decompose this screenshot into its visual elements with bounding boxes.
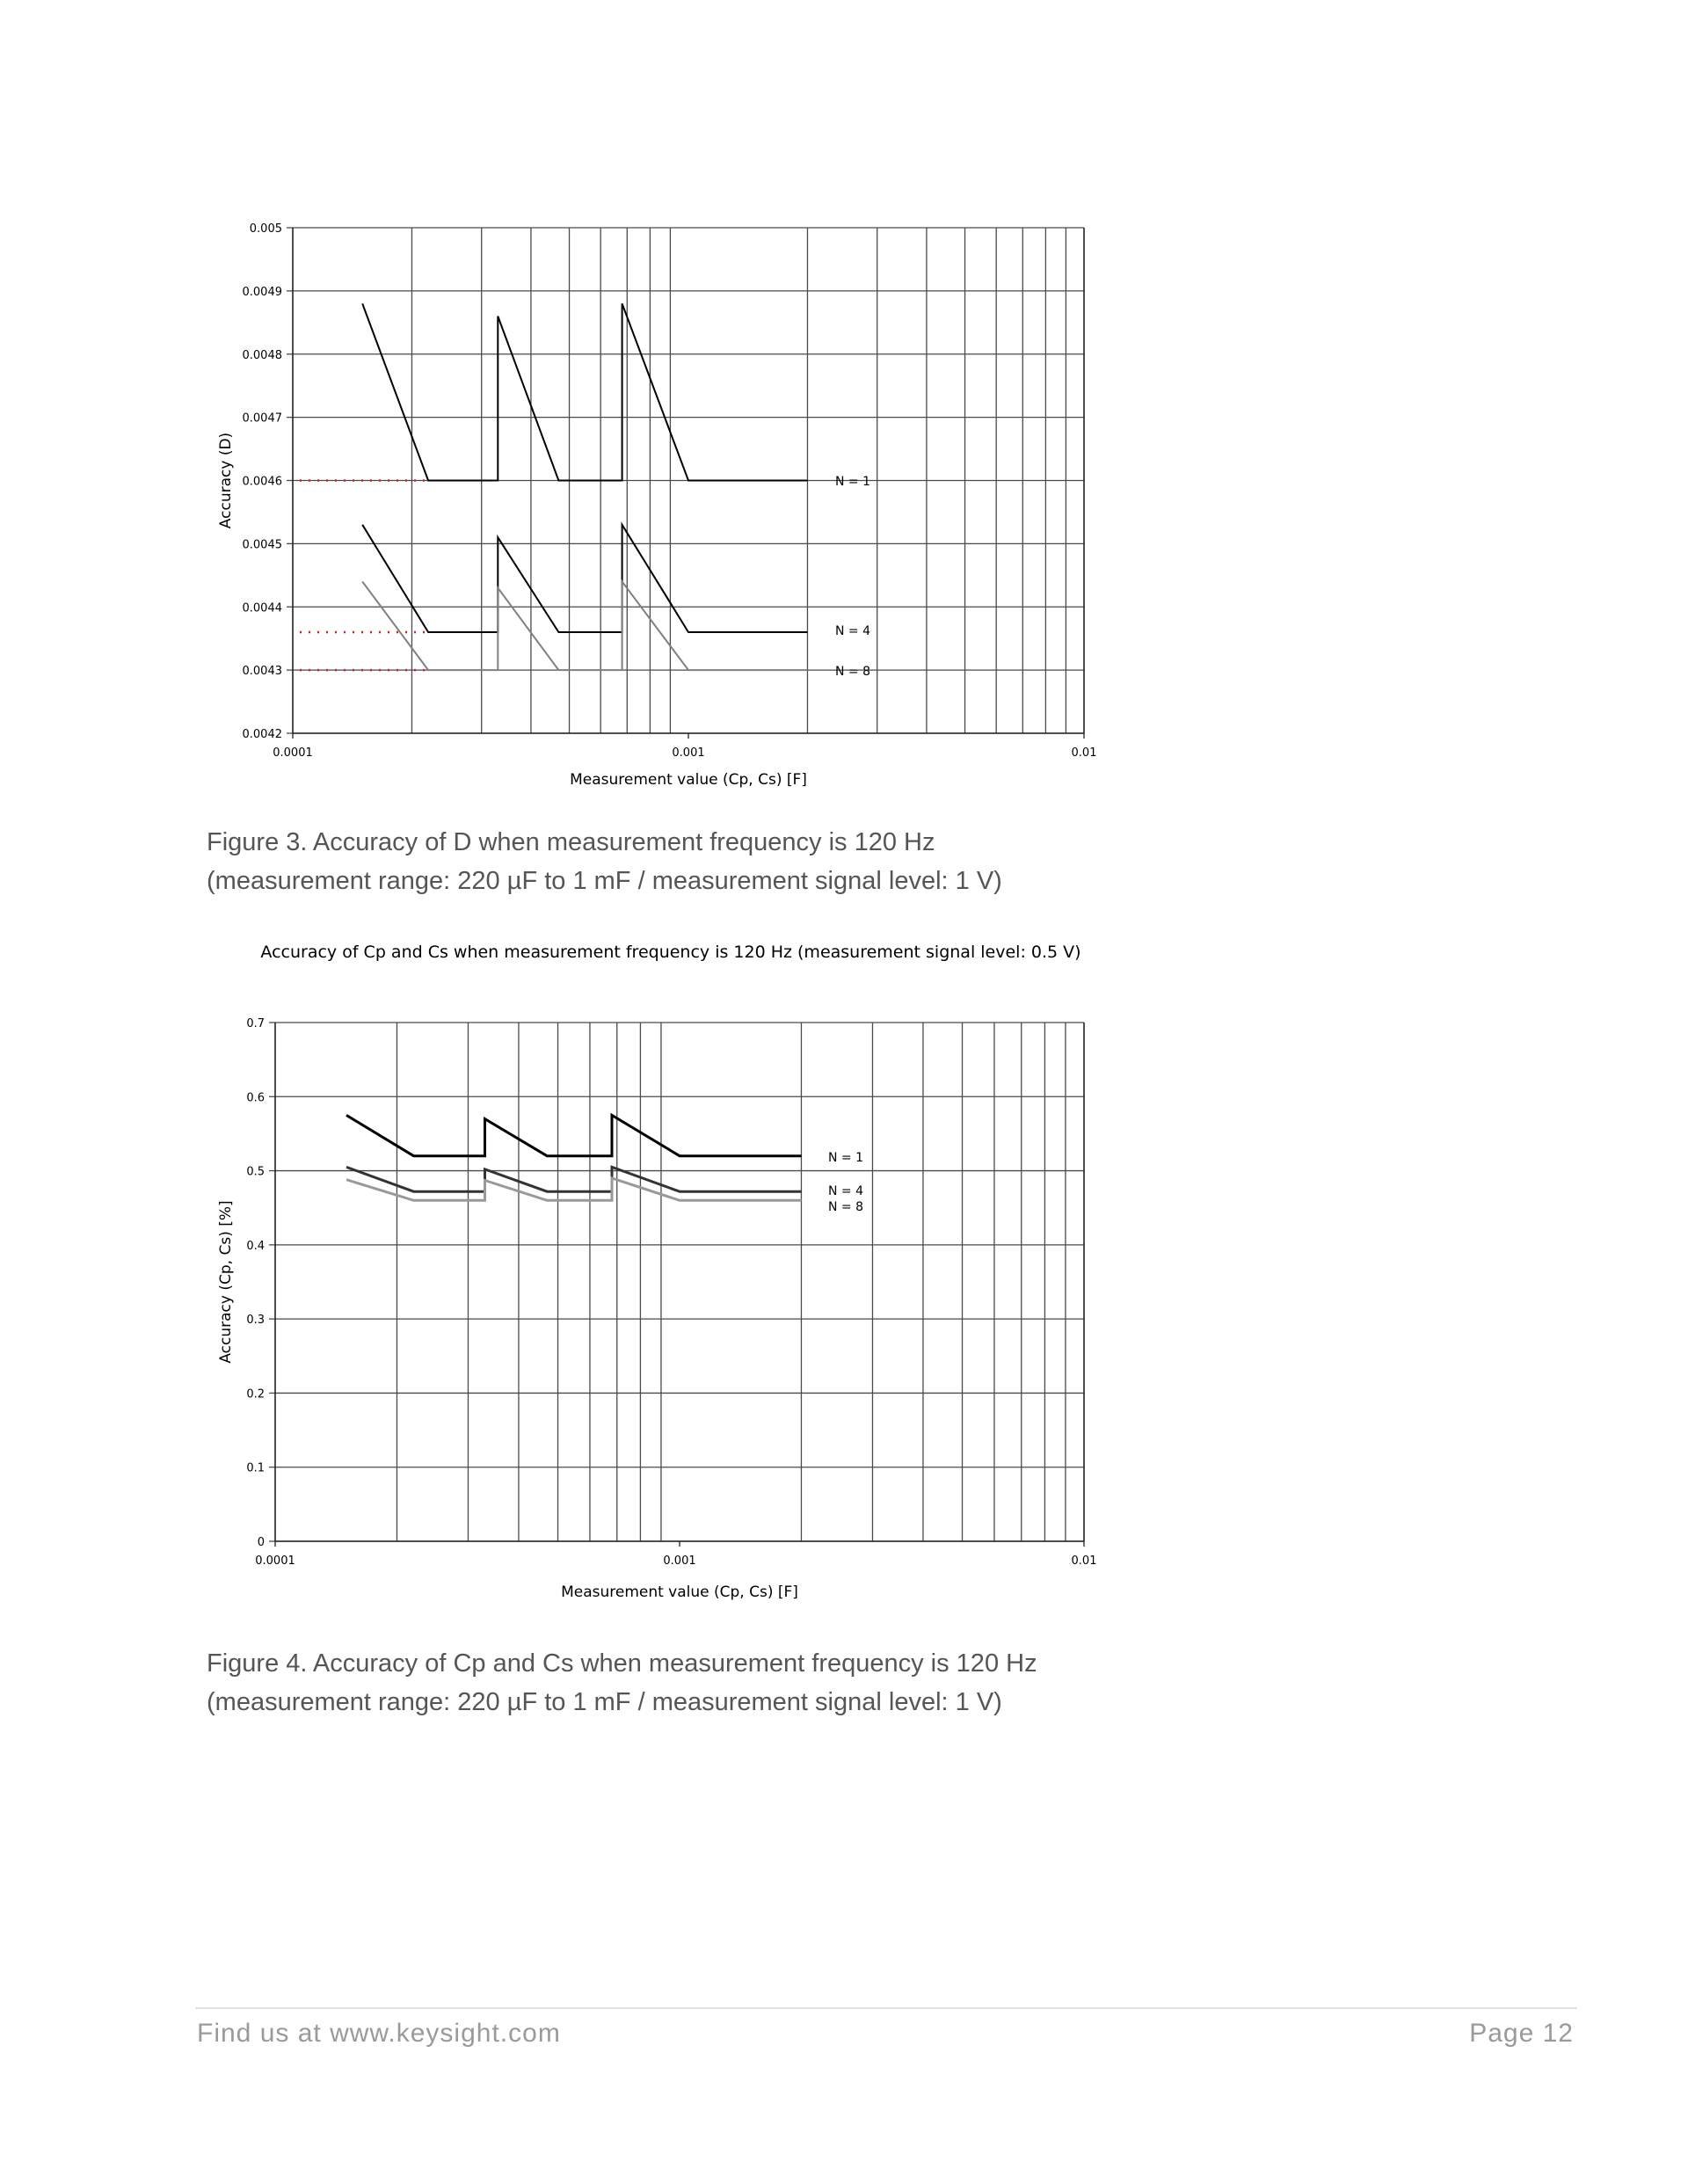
- y-tick-label: 0.0044: [242, 601, 282, 615]
- series-label: N = 8: [828, 1200, 864, 1214]
- x-tick-label: 0.01: [1071, 746, 1097, 760]
- y-tick-label: 0.5: [246, 1165, 265, 1179]
- x-tick-label: 0.001: [672, 746, 705, 760]
- y-tick-label: 0: [257, 1536, 265, 1549]
- figure-3-caption-line2: (measurement range: 220 µF to 1 mF / measurement signal level: 1 V): [207, 867, 1002, 895]
- y-tick-label: 0.0048: [242, 348, 282, 362]
- chart-accuracy-cp-cs: [0, 932, 1688, 1618]
- figure-4-caption-line2: (measurement range: 220 µF to 1 mF / measurement signal level: 1 V): [207, 1688, 1002, 1716]
- y-tick-label: 0.0049: [242, 285, 282, 299]
- series-line: [362, 582, 807, 671]
- series-label: N = 4: [835, 624, 871, 638]
- series-line: [362, 525, 807, 632]
- figure-3-caption: [207, 823, 1437, 900]
- series-label: N = 4: [828, 1184, 864, 1198]
- x-tick-label: 0.001: [663, 1554, 696, 1568]
- footer-divider: [195, 2007, 1577, 2009]
- series-line: [362, 303, 807, 480]
- y-axis-label: Accuracy (Cp, Cs) [%]: [217, 1200, 235, 1364]
- footer-website-link[interactable]: Find us at www.keysight.com: [197, 2019, 561, 2048]
- figure-3-caption-line1: Figure 3. Accuracy of D when measurement frequency is 120 Hz: [207, 828, 935, 856]
- y-tick-label: 0.0043: [242, 665, 282, 679]
- series-line: [346, 1178, 802, 1200]
- figure-4-caption: [207, 1644, 1437, 1722]
- y-tick-label: 0.7: [246, 1017, 265, 1030]
- x-tick-label: 0.0001: [255, 1554, 295, 1568]
- y-tick-label: 0.0046: [242, 475, 282, 489]
- y-tick-label: 0.3: [246, 1314, 265, 1328]
- page-number: Page 12: [1469, 2019, 1574, 2048]
- y-tick-label: 0.2: [246, 1387, 265, 1401]
- chart-title: Accuracy of Cp and Cs when measurement frequency is 120 Hz (measurement signal level: 0.5 V): [260, 943, 1081, 962]
- y-tick-label: 0.0042: [242, 728, 282, 741]
- y-tick-label: 0.0047: [242, 411, 282, 426]
- series-label: N = 1: [828, 1151, 864, 1165]
- y-tick-label: 0.4: [246, 1239, 265, 1253]
- series-line: [346, 1115, 802, 1155]
- y-tick-label: 0.0045: [242, 538, 282, 552]
- figure-4-caption-line1: Figure 4. Accuracy of Cp and Cs when measurement frequency is 120 Hz: [207, 1649, 1037, 1678]
- y-tick-label: 0.005: [249, 222, 282, 236]
- chart-accuracy-d: [0, 0, 1688, 809]
- series-label: N = 1: [835, 475, 871, 489]
- x-tick-label: 0.01: [1071, 1554, 1097, 1568]
- y-axis-label: Accuracy (D): [217, 432, 235, 529]
- y-tick-label: 0.1: [246, 1461, 265, 1475]
- x-axis-label: Measurement value (Cp, Cs) [F]: [570, 771, 807, 789]
- y-tick-label: 0.6: [246, 1091, 265, 1105]
- x-axis-label: Measurement value (Cp, Cs) [F]: [561, 1583, 798, 1601]
- x-tick-label: 0.0001: [273, 746, 313, 760]
- series-label: N = 8: [835, 665, 871, 679]
